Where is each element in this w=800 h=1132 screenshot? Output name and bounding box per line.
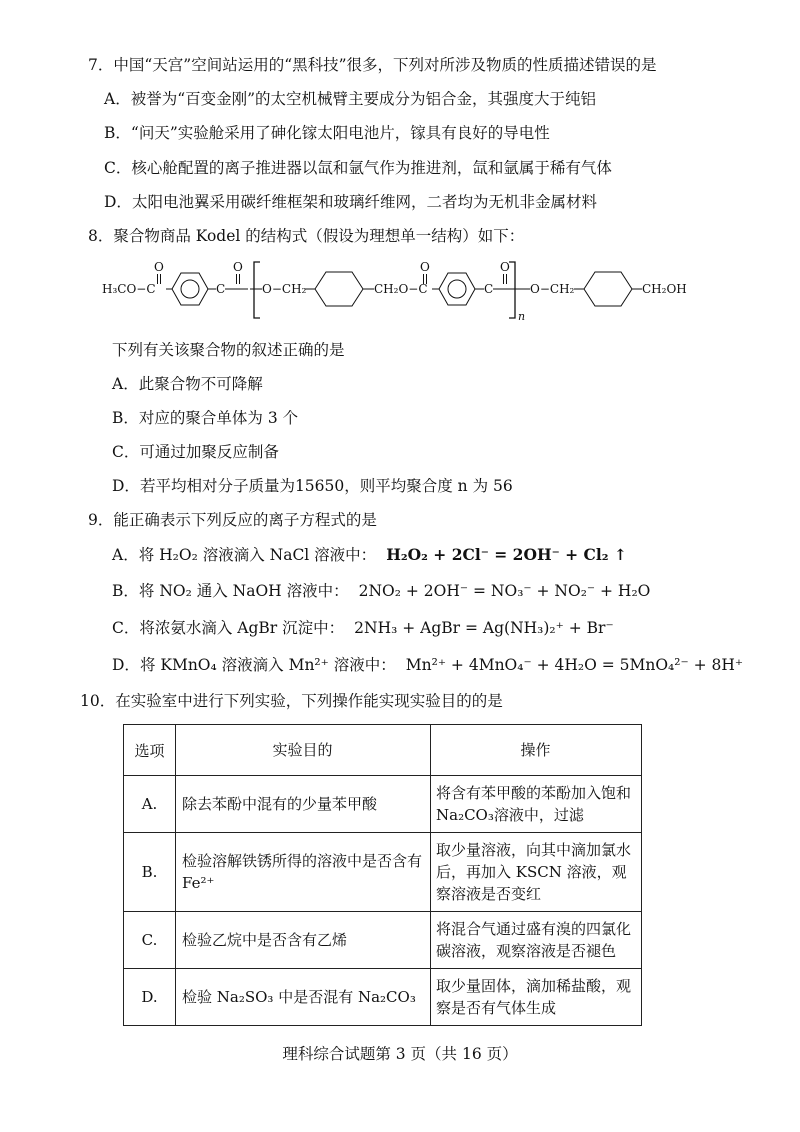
formula-carbonyl-o: O [420, 260, 430, 274]
option-label: D． [104, 193, 132, 211]
q9-option-d [112, 654, 743, 676]
option-label: B． [112, 582, 139, 600]
table-row [124, 969, 642, 1026]
cell-option: C. [124, 912, 176, 969]
cell-operation: 将含有苯甲酸的苯酚加入饱和 Na₂CO₃溶液中，过滤 [431, 776, 642, 833]
cell-operation: 取少量固体，滴加稀盐酸，观察是否有气体生成 [431, 969, 642, 1026]
benzene-ring-2 [439, 273, 475, 305]
option-text: 此聚合物不可降解 [138, 375, 263, 393]
formula-end2: CH₂OH [642, 282, 687, 296]
cell-goal: 检验 Na₂SO₃ 中是否混有 Na₂CO₃ [176, 969, 431, 1026]
option-label: C． [112, 443, 140, 461]
formula-mid1: O−CH₂ [262, 282, 307, 296]
q9-stem: 9．能正确表示下列反应的离子方程式的是 [88, 511, 377, 529]
option-text: 被誉为“百变金刚”的太空机械臂主要成分为铝合金，其强度大于纯铝 [130, 90, 597, 108]
option-text: 将 KMnO₄ 溶液滴入 Mn²⁺ 溶液中： [139, 656, 396, 674]
cell-operation: 将混合气通过盛有溴的四氯化碳溶液，观察溶液是否褪色 [431, 912, 642, 969]
table-header-row [124, 725, 642, 776]
cell-goal: 检验乙烷中是否含有乙烯 [176, 912, 431, 969]
header-operation: 操作 [431, 725, 642, 776]
option-text: 对应的聚合单体为 3 个 [138, 409, 299, 427]
option-text: 太阳电池翼采用碳纤维框架和玻璃纤维网，二者均为无机非金属材料 [131, 193, 597, 211]
q7-option-b [104, 122, 550, 144]
option-text: 将 H₂O₂ 溶液滴入 NaCl 溶液中： [138, 546, 377, 564]
formula-carbonyl-o: O [154, 260, 164, 274]
option-text: 将浓氨水滴入 AgBr 沉淀中： [139, 619, 345, 637]
q8-sub-stem: 下列有关该聚合物的叙述正确的是 [112, 341, 345, 359]
q7-stem: 7．中国“天宫”空间站运用的“黑科技”很多，下列对所涉及物质的性质描述错误的是 [88, 56, 657, 74]
q8-option-b [112, 407, 298, 429]
equation: 2NO₂ + 2OH⁻ = NO₃⁻ + NO₂⁻ + H₂O [358, 582, 651, 600]
q7-option-a [104, 88, 596, 110]
cell-option: D. [124, 969, 176, 1026]
option-label: A． [104, 90, 131, 108]
equation: H₂O₂ + 2Cl⁻ = 2OH⁻ + Cl₂ ↑ [386, 545, 627, 564]
table-row [124, 776, 642, 833]
option-label: C． [112, 619, 140, 637]
option-label: A． [112, 546, 139, 564]
q9-option-b [112, 580, 650, 602]
cell-goal: 检验溶解铁锈所得的溶液中是否含有 Fe²⁺ [176, 833, 431, 912]
cell-option: B. [124, 833, 176, 912]
q8-option-a [112, 373, 263, 395]
option-label: C． [104, 159, 132, 177]
q10-stem: 10．在实验室中进行下列实验，下列操作能实现实验目的的是 [80, 692, 503, 710]
formula-end1: O−CH₂ [530, 282, 575, 296]
formula-start: H₃CO−C [102, 282, 156, 296]
benzene-ring-1 [172, 273, 208, 305]
option-label: A． [112, 375, 139, 393]
table-row [124, 833, 642, 912]
q9-option-c [112, 617, 614, 639]
experiment-table [123, 724, 642, 1026]
q7-option-c [104, 157, 612, 179]
formula-carbonyl-o: O [500, 260, 510, 274]
option-text: 可通过加聚反应制备 [139, 443, 279, 461]
option-text: 若平均相对分子质量为15650，则平均聚合度 n 为 56 [139, 477, 513, 495]
cyclohexane-ring-2 [584, 272, 632, 306]
formula-c: C [484, 282, 494, 296]
bracket-right [509, 262, 515, 318]
kodel-structure-formula [100, 258, 710, 322]
option-text: 核心舱配置的离子推进器以氙和氩气作为推进剂，氙和氩属于稀有气体 [131, 159, 612, 177]
cyclohexane-ring-1 [315, 272, 363, 306]
page-footer: 理科综合试题第 3 页（共 16 页） [282, 1045, 518, 1063]
option-text: 将 NO₂ 通入 NaOH 溶液中： [138, 582, 349, 600]
q8-stem: 8．聚合物商品 Kodel 的结构式（假设为理想单一结构）如下： [88, 227, 525, 245]
cell-operation: 取少量溶液，向其中滴加氯水后，再加入 KSCN 溶液，观察溶液是否变红 [431, 833, 642, 912]
option-label: B． [104, 124, 131, 142]
option-label: D． [112, 477, 140, 495]
table-row [124, 912, 642, 969]
cell-option: A. [124, 776, 176, 833]
header-option: 选项 [124, 725, 176, 776]
bracket-left [254, 262, 260, 318]
q7-option-d [104, 191, 597, 213]
option-label: D． [112, 656, 140, 674]
equation: Mn²⁺ + 4MnO₄⁻ + 4H₂O = 5MnO₄²⁻ + 8H⁺ [405, 656, 744, 674]
option-text: “问天”实验舱采用了砷化镓太阳电池片，镓具有良好的导电性 [130, 124, 550, 142]
formula-n: n [518, 310, 526, 322]
q9-option-a [112, 544, 627, 566]
equation: 2NH₃ + AgBr = Ag(NH₃)₂⁺ + Br⁻ [354, 619, 614, 637]
option-label: B． [112, 409, 139, 427]
header-goal: 实验目的 [176, 725, 431, 776]
formula-mid2: CH₂O−C [374, 282, 428, 296]
formula-carbonyl-o: O [233, 260, 243, 274]
q8-option-d [112, 475, 513, 497]
q8-option-c [112, 441, 279, 463]
cell-goal: 除去苯酚中混有的少量苯甲酸 [176, 776, 431, 833]
formula-c: C [216, 282, 226, 296]
